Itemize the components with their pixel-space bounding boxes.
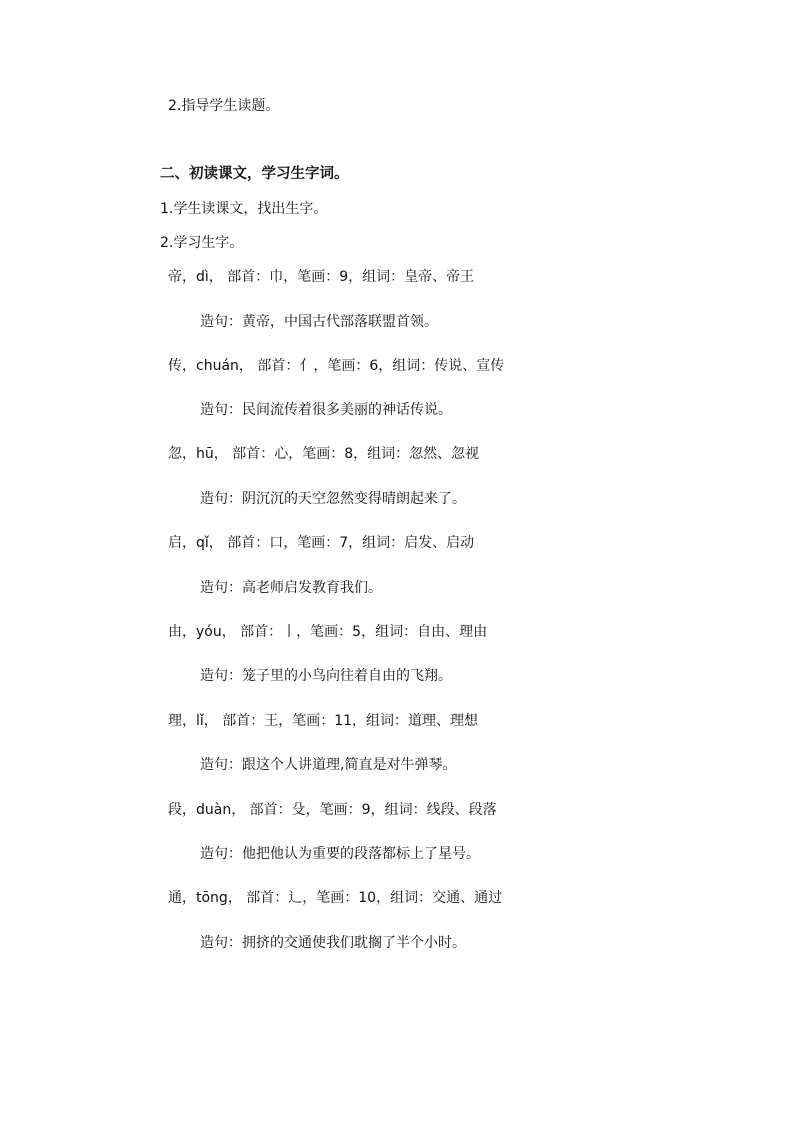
character-sentence: 造句：笼子里的小鸟向往着自由的飞翔。	[200, 668, 452, 684]
character-sentence: 造句：拥挤的交通使我们耽搁了半个小时。	[200, 935, 466, 951]
character-info: 通，tōng， 部首：辶，笔画：10，组词：交通、通过	[168, 890, 503, 906]
character-sentence: 造句：阴沉沉的天空忽然变得晴朗起来了。	[200, 491, 466, 507]
section-heading: 二、初读课文，学习生字词。	[160, 166, 349, 182]
character-info: 忽，hū， 部首：心，笔画：8，组词：忽然、忽视	[168, 446, 480, 462]
character-info: 段，duàn， 部首：殳，笔画：9，组词：线段、段落	[168, 802, 497, 818]
character-sentence: 造句：黄帝，中国古代部落联盟首领。	[200, 314, 438, 330]
character-info: 启，qǐ， 部首：口，笔画：7，组词：启发、启动	[168, 535, 475, 551]
character-sentence: 造句：跟这个人讲道理,简直是对牛弹琴。	[200, 757, 457, 773]
intro-item: 2.指导学生读题。	[168, 98, 280, 114]
character-info: 传，chuán， 部首：亻，笔画：6，组词：传说、宣传	[168, 358, 505, 374]
character-sentence: 造句：他把他认为重要的段落都标上了星号。	[200, 846, 480, 862]
character-info: 帝，dì， 部首：巾，笔画：9，组词：皇帝、帝王	[168, 269, 475, 285]
step-item: 1.学生读课文，找出生字。	[160, 201, 328, 217]
character-sentence: 造句：高老师启发教育我们。	[200, 580, 382, 596]
step-item: 2.学习生字。	[160, 235, 244, 251]
character-info: 由，yóu， 部首：丨，笔画：5，组词：自由、理由	[168, 624, 488, 640]
character-info: 理，lǐ， 部首：王，笔画：11，组词：道理、理想	[168, 713, 479, 729]
character-sentence: 造句：民间流传着很多美丽的神话传说。	[200, 402, 452, 418]
